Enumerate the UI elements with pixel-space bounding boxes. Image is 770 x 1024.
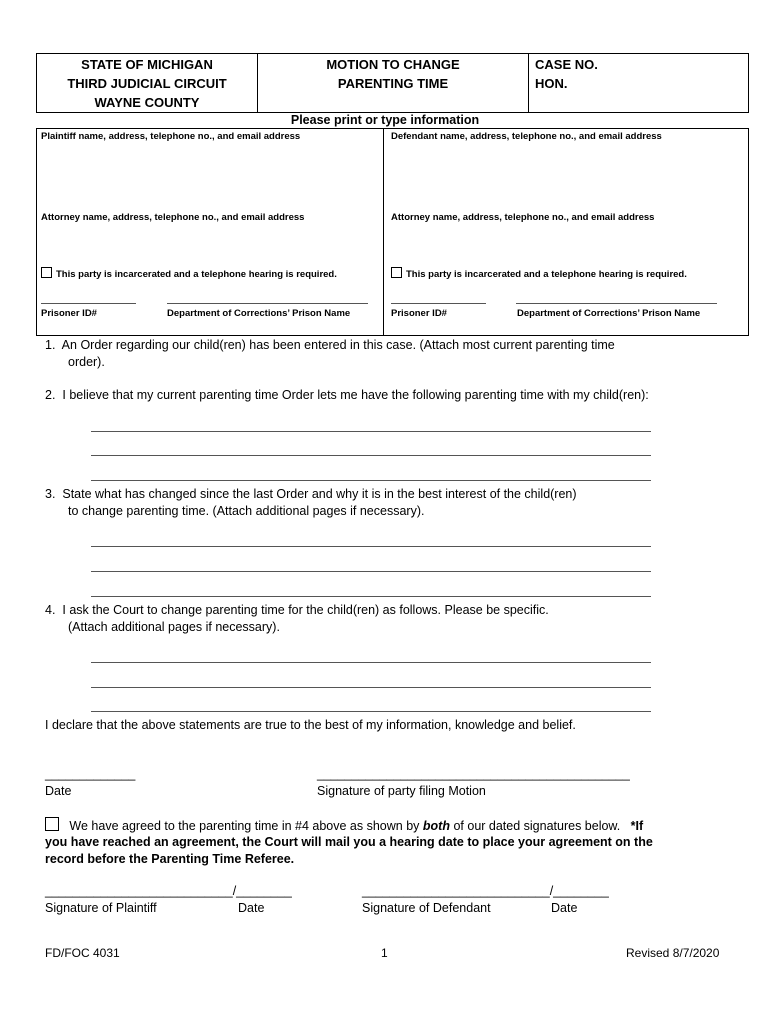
- plaintiff-incarcerated: [41, 267, 337, 280]
- item-1-cont: order).: [68, 355, 105, 369]
- declaration: I declare that the above statements are true to the best of my information, knowledge and belief.: [45, 718, 576, 732]
- case-info: [535, 55, 598, 93]
- plaintiff-signature-line[interactable]: ___________________________/________: [45, 884, 292, 898]
- plaintiff-attorney-input[interactable]: [40, 226, 378, 264]
- prison-name-label: Department of Corrections’ Prison Name: [167, 308, 351, 319]
- defendant-incarcerated-checkbox[interactable]: [391, 267, 402, 278]
- title-line: PARENTING TIME: [337, 76, 449, 91]
- form-id: FD/FOC 4031: [45, 946, 120, 960]
- item-3-line[interactable]: [91, 546, 651, 547]
- plaintiff-signature-label: Signature of Plaintiff: [45, 901, 157, 915]
- court-line: THIRD JUDICIAL CIRCUIT: [67, 76, 227, 91]
- plaintiff-incarcerated-checkbox[interactable]: [41, 267, 52, 278]
- item-3-cont: to change parenting time. (Attach additional pages if necessary).: [68, 504, 425, 518]
- page-number: 1: [381, 946, 388, 960]
- plaintiff-prison-name-line[interactable]: [167, 303, 368, 304]
- item-3-line[interactable]: [91, 596, 651, 597]
- agreement-text: We have agreed to the parenting time in #4 above as shown by: [69, 819, 420, 833]
- revised-date: Revised 8/7/2020: [626, 946, 720, 960]
- signature-label: Signature of party filing Motion: [317, 784, 486, 798]
- item-2-line[interactable]: [91, 431, 651, 432]
- defendant-prison-name-line[interactable]: [516, 303, 717, 304]
- agreement-both: both: [422, 819, 450, 833]
- court-line: STATE OF MICHIGAN: [81, 57, 213, 72]
- item-3: 3. State what has changed since the last Order and why it is in the best interest of the child(ren): [45, 487, 577, 501]
- title-line: MOTION TO CHANGE: [326, 57, 460, 72]
- defendant-attorney-input[interactable]: [389, 226, 745, 264]
- item-2: 2. I believe that my current parenting time Order lets me have the following parenting time with my child(ren):: [45, 388, 649, 402]
- plaintiff-prisoner-id-line[interactable]: [41, 303, 136, 304]
- prison-name-label: Department of Corrections’ Prison Name: [517, 308, 701, 319]
- agreement-checkbox[interactable]: [45, 817, 59, 831]
- plaintiff-label: Plaintiff name, address, telephone no., and email address: [41, 131, 301, 142]
- agreement-note-end: record before the Parenting Time Referee.: [45, 852, 295, 866]
- plaintiff-date-label: Date: [238, 901, 265, 915]
- defendant-date-label: Date: [551, 901, 578, 915]
- incarcerated-label: This party is incarcerated and a telephone hearing is required.: [406, 269, 687, 280]
- plaintiff-input[interactable]: [40, 146, 378, 208]
- date-label: Date: [45, 784, 72, 798]
- plaintiff-attorney-label: Attorney name, address, telephone no., and email address: [41, 212, 305, 223]
- prisoner-id-label: Prisoner ID#: [41, 308, 97, 319]
- item-2-line[interactable]: [91, 480, 651, 481]
- defendant-label: Defendant name, address, telephone no., and email address: [391, 131, 662, 142]
- defendant-signature-line[interactable]: ___________________________/________: [362, 884, 609, 898]
- case-no-label: CASE NO.: [535, 57, 598, 72]
- agreement-note: you have reached an agreement, the Court will mail you a hearing date to place your agreement on the: [45, 835, 653, 849]
- incarcerated-label: This party is incarcerated and a telephone hearing is required.: [56, 269, 337, 280]
- parties-divider: [383, 128, 384, 336]
- agreement-statement: [45, 817, 735, 835]
- defendant-input[interactable]: [389, 146, 745, 208]
- court-line: WAYNE COUNTY: [94, 95, 200, 110]
- print-note: Please print or type information: [290, 113, 480, 127]
- defendant-prisoner-id-line[interactable]: [391, 303, 486, 304]
- form-title: [257, 55, 529, 93]
- hon-label: HON.: [535, 76, 568, 91]
- item-3-line[interactable]: [91, 571, 651, 572]
- signature-line[interactable]: _____________________________________________: [317, 767, 630, 781]
- item-2-line[interactable]: [91, 455, 651, 456]
- agreement-text-post: of our dated signatures below.: [453, 819, 621, 833]
- defendant-attorney-label: Attorney name, address, telephone no., and email address: [391, 212, 655, 223]
- court-name: [36, 55, 258, 112]
- item-1: 1. An Order regarding our child(ren) has been entered in this case. (Attach most current parenting time: [45, 338, 615, 352]
- date-line[interactable]: _____________: [45, 767, 136, 781]
- item-4-cont: (Attach additional pages if necessary).: [68, 620, 280, 634]
- item-4: 4. I ask the Court to change parenting time for the child(ren) as follows. Please be specific.: [45, 603, 549, 617]
- defendant-incarcerated: [391, 267, 687, 280]
- item-4-line[interactable]: [91, 662, 651, 663]
- agreement-note-start: *If: [630, 819, 644, 833]
- defendant-signature-label: Signature of Defendant: [362, 901, 491, 915]
- item-4-line[interactable]: [91, 687, 651, 688]
- item-4-line[interactable]: [91, 711, 651, 712]
- prisoner-id-label: Prisoner ID#: [391, 308, 447, 319]
